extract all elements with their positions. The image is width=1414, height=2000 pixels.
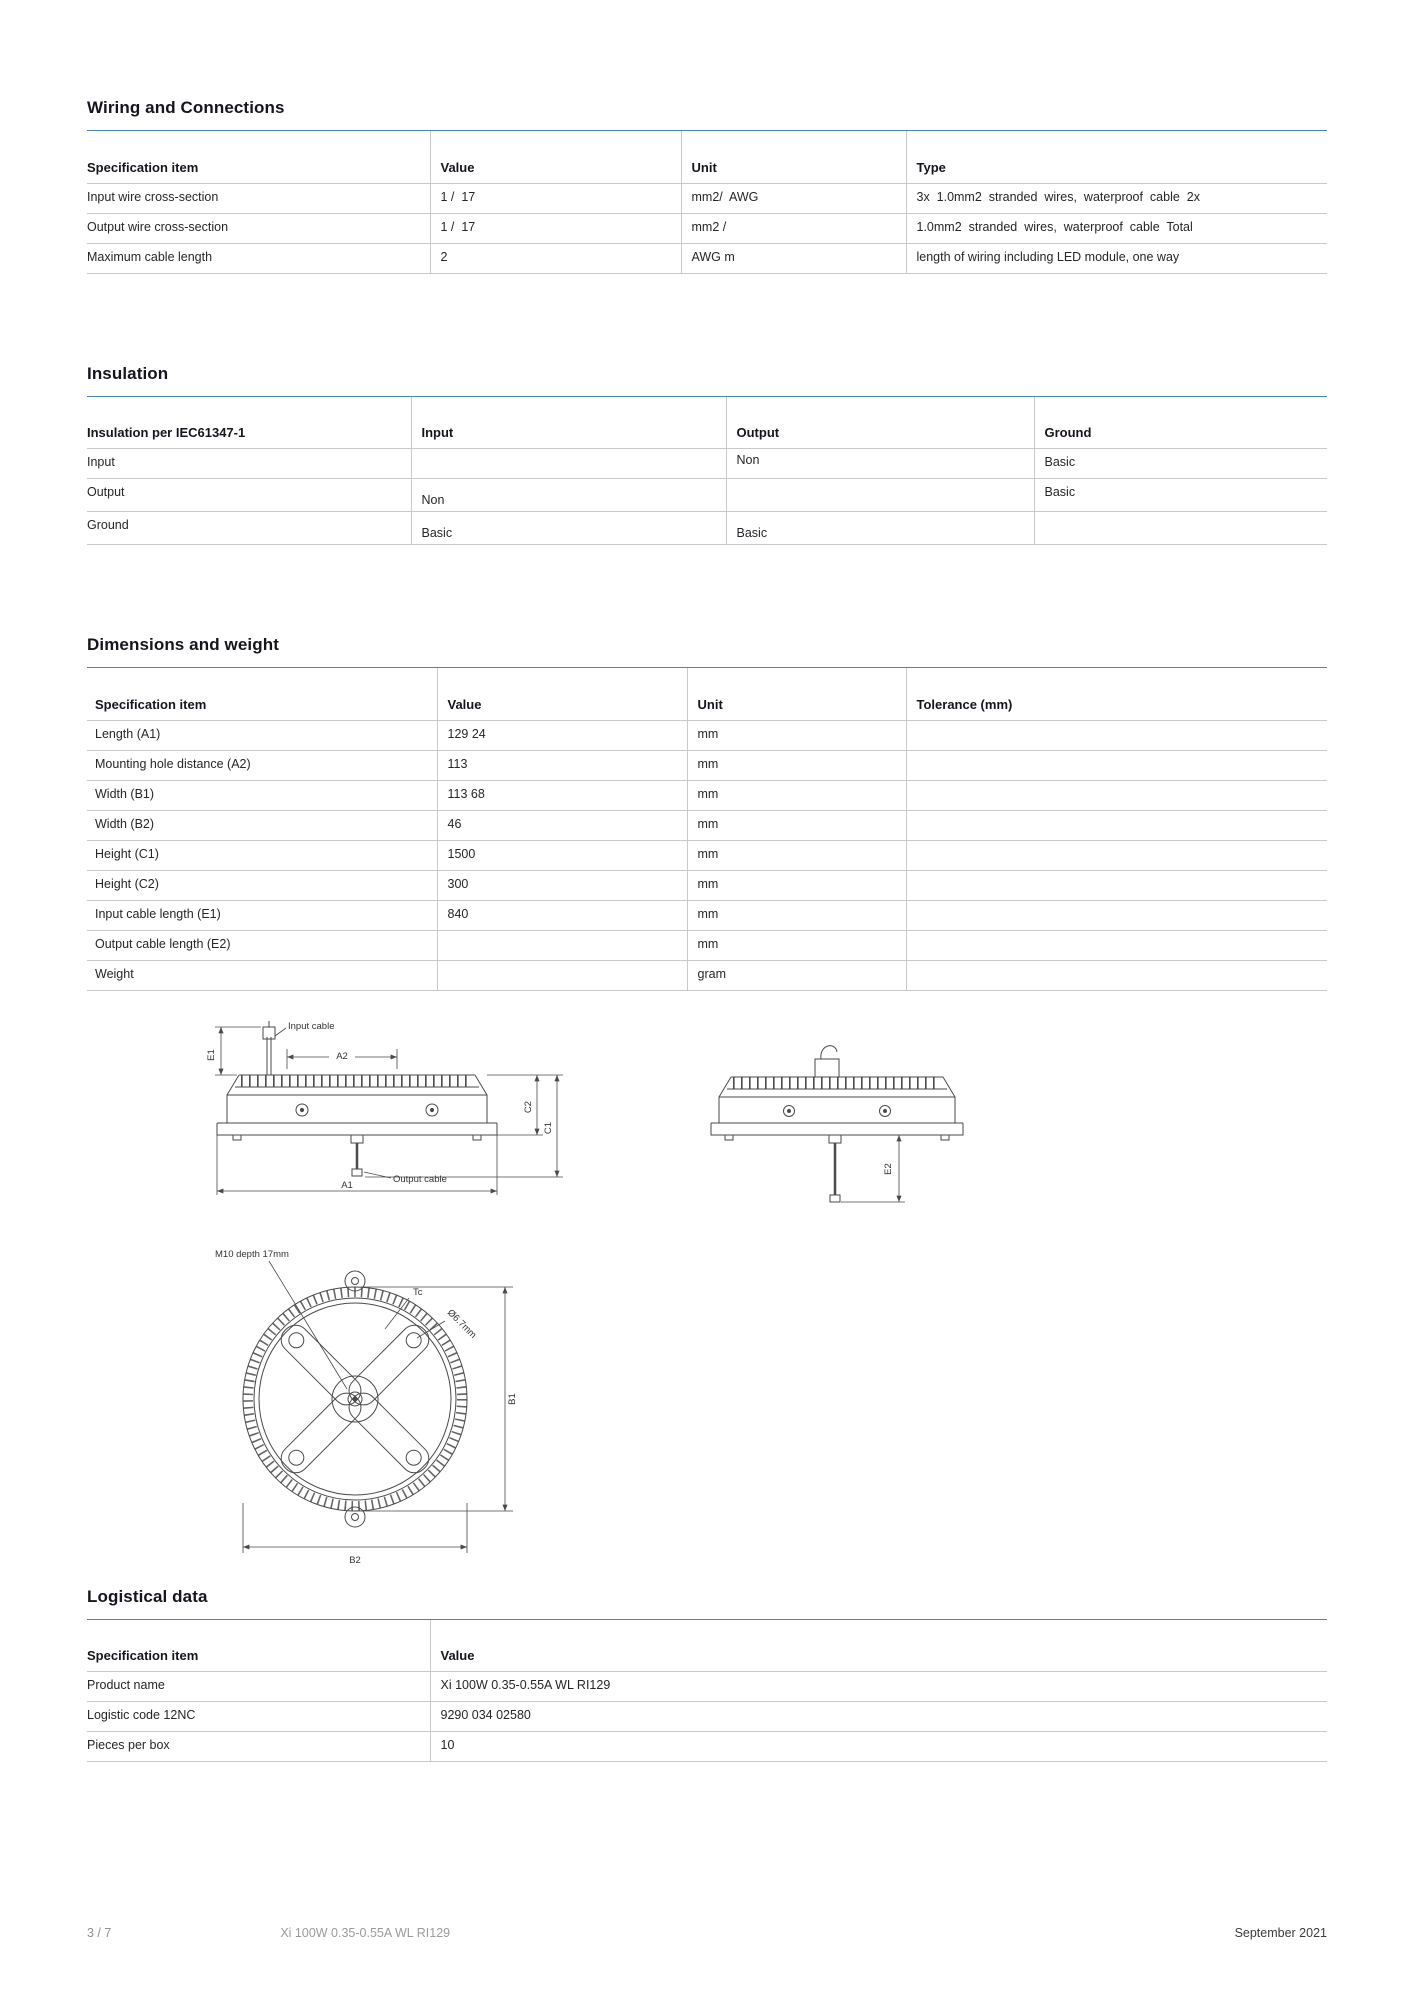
table-header-row xyxy=(87,1620,1327,1672)
table-cell: Input xyxy=(87,449,411,479)
column-header: Input xyxy=(411,397,726,449)
section-title-wiring: Wiring and Connections xyxy=(87,98,285,117)
table-row xyxy=(87,960,1327,990)
table-cell: Basic xyxy=(1034,449,1327,479)
table-cell: Basic xyxy=(1034,479,1327,512)
dim-a1-label: A1 xyxy=(341,1179,353,1191)
column-header: Unit xyxy=(687,668,906,720)
logistics-table xyxy=(87,1620,1327,1763)
table-row xyxy=(87,720,1327,750)
table-cell: Output cable length (E2) xyxy=(87,930,437,960)
table-cell: 3x 1.0mm2 stranded wires, waterproof cable 2x xyxy=(906,183,1327,213)
table-cell xyxy=(906,720,1327,750)
table-cell: Width (B1) xyxy=(87,780,437,810)
input-cable-label: Input cable xyxy=(288,1020,335,1032)
dim-c2-label: C2 xyxy=(523,1100,534,1113)
wiring-section xyxy=(87,0,1327,274)
device-side-outline xyxy=(711,1045,963,1201)
table-cell xyxy=(906,780,1327,810)
table-cell: Xi 100W 0.35-0.55A WL RI129 xyxy=(430,1672,1327,1702)
page-number: 3 / 7 xyxy=(87,1926,112,1940)
table-cell: AWG m xyxy=(681,243,906,273)
table-cell: Basic xyxy=(411,512,726,545)
table-row xyxy=(87,479,1327,512)
table-row xyxy=(87,183,1327,213)
column-header: Specification item xyxy=(87,1648,199,1663)
column-header: Insulation per IEC61347-1 xyxy=(87,425,246,440)
table-cell xyxy=(906,750,1327,780)
table-cell: mm xyxy=(687,930,906,960)
logistics-section xyxy=(87,1587,1327,1763)
device-bottom-outline xyxy=(243,1271,467,1527)
table-cell: mm xyxy=(687,840,906,870)
table-cell xyxy=(437,930,687,960)
dim-e1-label: E1 xyxy=(206,1048,217,1061)
table-header-row xyxy=(87,668,1327,720)
section-title-logistics: Logistical data xyxy=(87,1586,208,1606)
table-header-row xyxy=(87,397,1327,449)
table-cell xyxy=(1034,512,1327,545)
table-row xyxy=(87,930,1327,960)
column-header: Type xyxy=(906,131,1327,183)
table-cell: 10 xyxy=(430,1732,1327,1762)
column-header: Specification item xyxy=(95,696,207,712)
technical-drawings xyxy=(87,991,1327,1581)
dim-b2-label: B2 xyxy=(349,1554,361,1566)
table-cell xyxy=(411,449,726,479)
table-cell: mm2/ AWG xyxy=(681,183,906,213)
table-row xyxy=(87,750,1327,780)
column-header: Value xyxy=(437,668,687,720)
table-cell: mm xyxy=(687,870,906,900)
table-cell xyxy=(906,900,1327,930)
table-cell: gram xyxy=(687,960,906,990)
footer-product-name: Xi 100W 0.35-0.55A WL RI129 xyxy=(280,1926,451,1940)
table-row xyxy=(87,810,1327,840)
table-cell: 1.0mm2 stranded wires, waterproof cable Total xyxy=(906,213,1327,243)
drawing-side-view-1 xyxy=(187,1011,587,1251)
table-row xyxy=(87,840,1327,870)
table-cell xyxy=(437,960,687,990)
table-cell: 840 xyxy=(437,900,687,930)
table-cell: 1 / 17 xyxy=(430,213,681,243)
table-row xyxy=(87,449,1327,479)
table-cell: Logistic code 12NC xyxy=(87,1702,430,1732)
table-cell: Weight xyxy=(87,960,437,990)
table-cell: 1500 xyxy=(437,840,687,870)
table-cell: Height (C1) xyxy=(87,840,437,870)
dim-e2-label: E2 xyxy=(883,1162,894,1175)
dim-c1-label: C1 xyxy=(543,1121,554,1134)
footer-date: September 2021 xyxy=(1234,1926,1327,1940)
table-cell: Non xyxy=(411,479,726,512)
table-cell: length of wiring including LED module, one way xyxy=(906,243,1327,273)
dimension-lines xyxy=(243,1261,513,1553)
dim-a2-label: A2 xyxy=(336,1050,348,1062)
table-row xyxy=(87,870,1327,900)
drawing-side-view-2 xyxy=(677,1019,997,1239)
table-cell: mm xyxy=(687,780,906,810)
wiring-table xyxy=(87,131,1327,274)
table-cell xyxy=(906,930,1327,960)
table-row xyxy=(87,213,1327,243)
table-cell: mm xyxy=(687,750,906,780)
table-cell xyxy=(906,840,1327,870)
table-cell: 9290 034 02580 xyxy=(430,1702,1327,1732)
table-cell: 1 / 17 xyxy=(430,183,681,213)
table-row xyxy=(87,900,1327,930)
column-header: Unit xyxy=(681,131,906,183)
table-cell: Pieces per box xyxy=(87,1732,430,1762)
device-side-outline xyxy=(217,1021,497,1176)
table-cell: Basic xyxy=(726,512,1034,545)
section-title-dimensions: Dimensions and weight xyxy=(87,635,279,654)
table-row xyxy=(87,512,1327,545)
table-cell: 46 xyxy=(437,810,687,840)
diameter-label: Ø6.7mm xyxy=(444,1306,479,1341)
tc-label: Tc xyxy=(413,1286,423,1298)
column-header: Tolerance (mm) xyxy=(906,668,1327,720)
table-row xyxy=(87,1672,1327,1702)
table-cell: Non xyxy=(726,449,1034,479)
drawing-bottom-view xyxy=(207,1241,547,1571)
table-cell: 113 xyxy=(437,750,687,780)
table-cell: Height (C2) xyxy=(87,870,437,900)
table-cell xyxy=(906,960,1327,990)
table-cell: Mounting hole distance (A2) xyxy=(87,750,437,780)
table-cell: Input wire cross-section xyxy=(87,183,430,213)
table-row xyxy=(87,1702,1327,1732)
column-header: Specification item xyxy=(87,159,199,175)
output-cable-label: Output cable xyxy=(393,1173,447,1185)
column-header: Value xyxy=(430,131,681,183)
table-cell: Ground xyxy=(87,512,411,545)
table-cell: Input cable length (E1) xyxy=(87,900,437,930)
table-cell: mm2 / xyxy=(681,213,906,243)
dimensions-section xyxy=(87,635,1327,991)
table-cell: Output xyxy=(87,479,411,512)
table-cell: 113 68 xyxy=(437,780,687,810)
table-cell: 300 xyxy=(437,870,687,900)
table-cell: mm xyxy=(687,810,906,840)
page-footer xyxy=(87,1926,1327,1940)
table-row xyxy=(87,1732,1327,1762)
table-cell: 129 24 xyxy=(437,720,687,750)
table-header-row xyxy=(87,131,1327,183)
column-header: Output xyxy=(726,397,1034,449)
table-cell: Length (A1) xyxy=(87,720,437,750)
table-cell: mm xyxy=(687,900,906,930)
dim-b1-label: B1 xyxy=(507,1392,518,1405)
table-cell: mm xyxy=(687,720,906,750)
table-cell: Product name xyxy=(87,1672,430,1702)
table-row xyxy=(87,780,1327,810)
m10-label: M10 depth 17mm xyxy=(215,1248,289,1260)
table-cell xyxy=(906,810,1327,840)
dimensions-table xyxy=(87,668,1327,991)
table-cell: Output wire cross-section xyxy=(87,213,430,243)
insulation-section xyxy=(87,364,1327,546)
insulation-table xyxy=(87,397,1327,546)
table-cell: 2 xyxy=(430,243,681,273)
section-title-insulation: Insulation xyxy=(87,363,169,383)
column-header: Value xyxy=(430,1620,1327,1672)
table-cell: Width (B2) xyxy=(87,810,437,840)
column-header: Ground xyxy=(1034,397,1327,449)
dimension-lines xyxy=(841,1135,905,1202)
table-cell xyxy=(726,479,1034,512)
table-cell xyxy=(906,870,1327,900)
table-cell: Maximum cable length xyxy=(87,243,430,273)
table-row xyxy=(87,243,1327,273)
